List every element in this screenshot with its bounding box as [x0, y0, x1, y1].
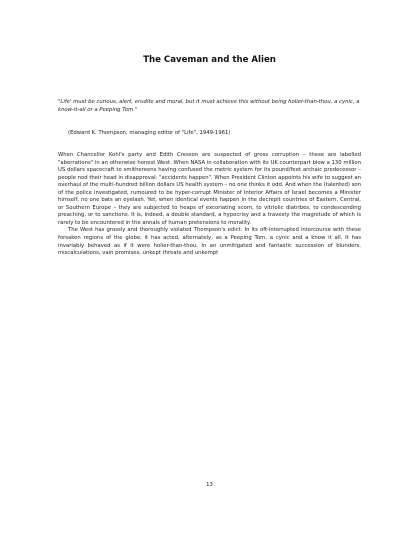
paragraph: When Chancellor Kohl's party and Edith Cresson are suspected of gross corruption – these are labelled "aberrations" in an otherwise honest West. When NASA in collaboration with its UK counterpart blow a 130 million US dollars spacecraft to smithereens having confused the metric system for its pound/feet archaic predecessor – people nod their head in disapproval: "accidents happen". When President Clinton appoints his wife to suggest an overhaul of the multi-hundred billion dollars US health system – no one thinks it odd. And when the (talented) son of the police investigated, rumoured to be hyper-corrupt Minister of Interior Affairs of Israel becomes a Minister himself, no one bats an eyelash. Yet, when identical events happen in the decrepit countries of Eastern, Central, or Southern Europe – they are subjected to heaps of excoriating scorn, to vitriolic diatribes, to condescending preaching, or to sanctions. It is, indeed, a double standard, a hypocrisy and a travesty the magnitude of which is rarely to be encountered in the annals of human pretensions to morality.	[58, 152, 361, 226]
document-page	[58, 0, 361, 544]
paragraph: The West has grossly and thoroughly violated Thompson's edict. In its oft-interrupted intercourse with these forsaken regions of the globe, it has acted, alternately, as a Peeping Tom, a cynic and a know it all. It has invariably behaved as if it were holier-than-thou. In an unmitigated and fantastic succession of blunders, miscalculations, vain promises, unkept threats and unkempt	[58, 227, 361, 257]
epigraph-quote: "Life' must be curious, alert, erudite and moral, but it must achieve this without being holier-than-thou, a cynic, a know-it-all or a Peeping Tom."	[58, 99, 360, 113]
body-text	[58, 152, 361, 258]
page-number: 13	[206, 482, 213, 488]
page-title: The Caveman and the Alien	[143, 55, 276, 65]
epigraph-attribution: (Edward K. Thompson, managing editor of "Life", 1949-1961)	[68, 130, 231, 136]
